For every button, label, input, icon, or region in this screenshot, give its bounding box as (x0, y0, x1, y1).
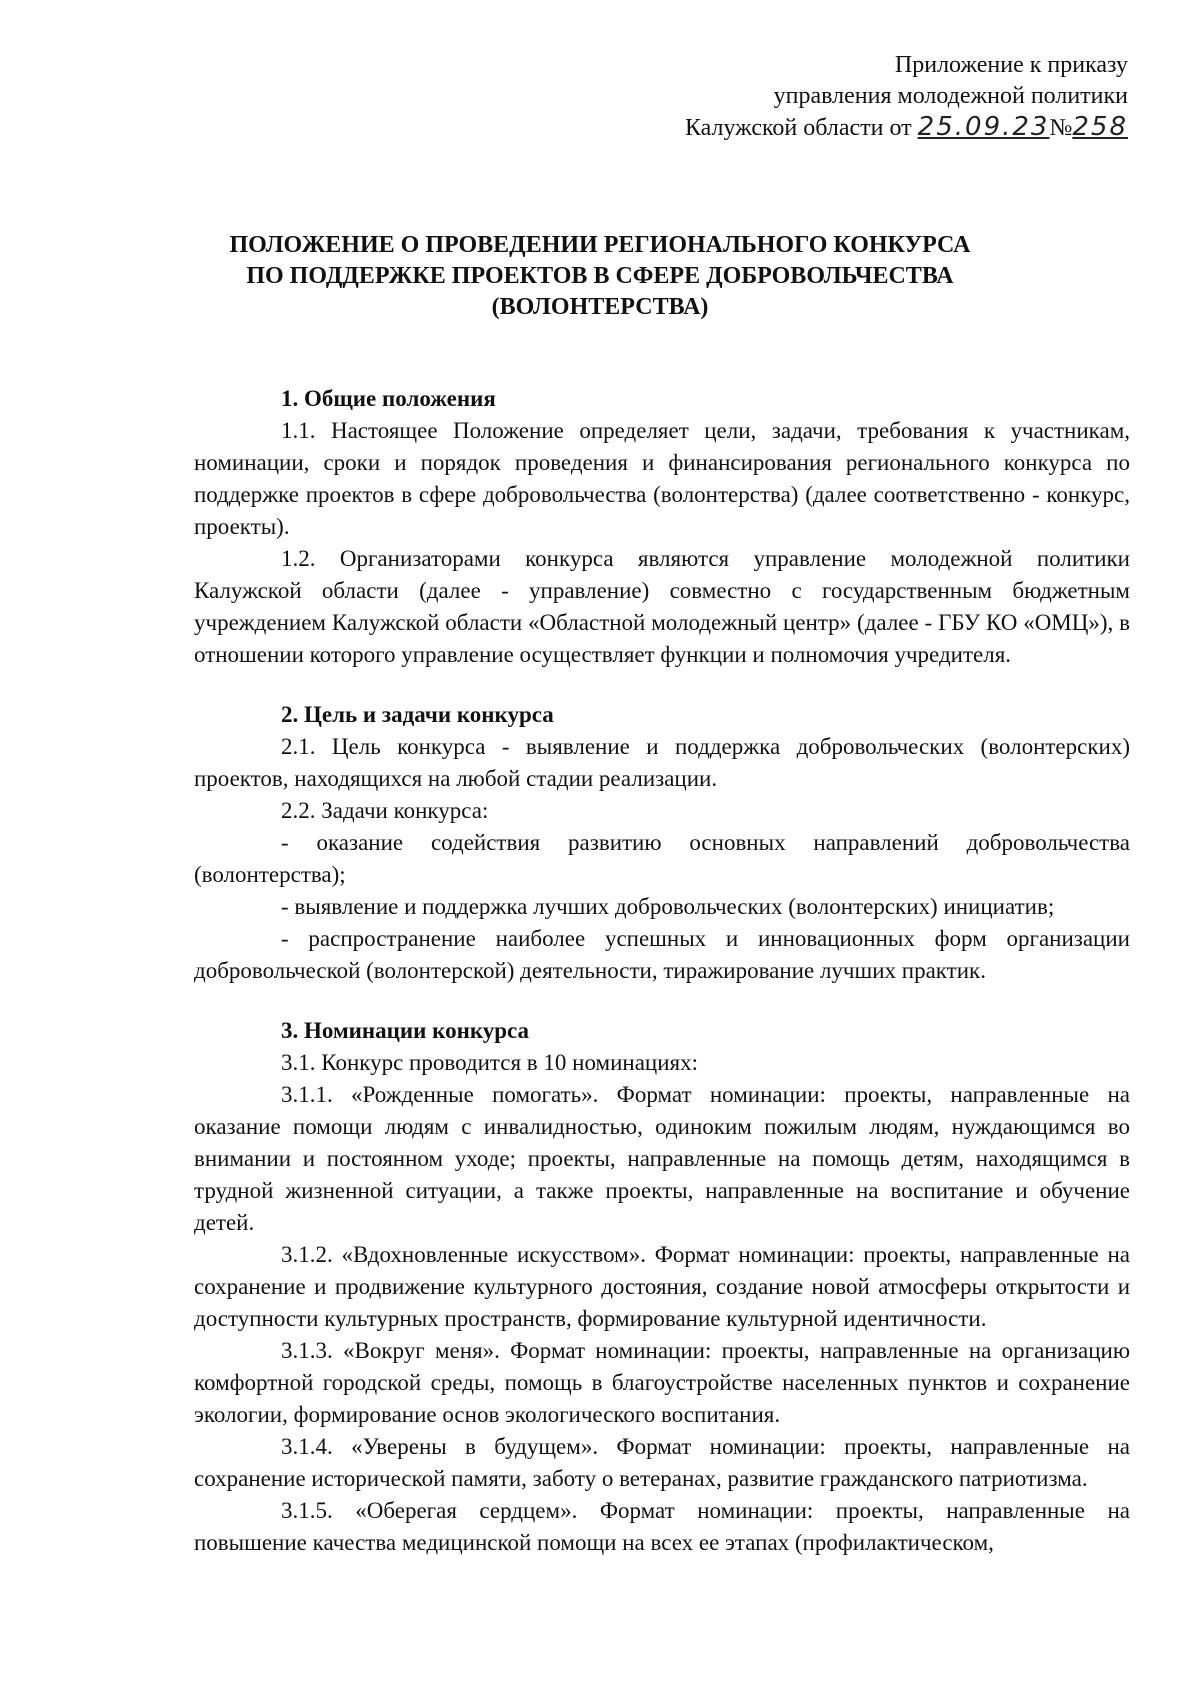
appendix-header (685, 50, 1128, 144)
header-line-3-prefix: Калужской области от (684, 115, 918, 141)
section-gap (194, 987, 1130, 1015)
header-line-1: Приложение к приказу (894, 52, 1128, 78)
task-item-2: - выявление и поддержка лучших добровольческих (волонтерских) инициатив; (281, 894, 1055, 919)
section-3-heading: 3. Номинации конкурса (281, 1018, 530, 1043)
paragraph-2-1: 2.1. Цель конкурса - выявление и поддержка добровольческих (волонтерских) проектов, находящихся на любой стадии реализации. (194, 734, 1130, 791)
title-line-1: ПОЛОЖЕНИЕ О ПРОВЕДЕНИИ РЕГИОНАЛЬНОГО КОНКУРСА (229, 232, 971, 258)
paragraph-3-1-1: 3.1.1. «Рожденные помогать». Формат номинации: проекты, направленные на оказание помощи людям с инвалидностью, одиноким пожилым людям, нуждающимся во внимании и постоянном уходе; проекты, направленные на помощь детям, находящимся в трудной жизненной ситуации, а также проекты, направленные на воспитание и обучение детей. (194, 1082, 1130, 1235)
section-gap (194, 671, 1130, 699)
header-line-2: управления молодежной политики (773, 83, 1128, 109)
section-2-heading: 2. Цель и задачи конкурса (281, 702, 554, 727)
number-sign: № (1049, 115, 1073, 141)
task-item-1: - оказание содействия развитию основных направлений добровольчества (волонтерства); (194, 830, 1130, 887)
handwritten-date: 25.09.23 (917, 112, 1050, 142)
paragraph-1-1: 1.1. Настоящее Положение определяет цели, задачи, требования к участникам, номинации, сроки и порядок проведения и финансирования регионального конкурса по поддержке проектов в сфере добровольчества (волонтерства) (далее соответственно - конкурс, проекты). (194, 418, 1130, 539)
task-item-3: - распространение наиболее успешных и инновационных форм организации добровольческой (волонтерской) деятельности, тиражирование лучших практик. (194, 926, 1130, 983)
title-line-2: ПО ПОДДЕРЖКЕ ПРОЕКТОВ В СФЕРЕ ДОБРОВОЛЬЧЕСТВА (246, 263, 954, 289)
paragraph-3-1-4: 3.1.4. «Уверены в будущем». Формат номинации: проекты, направленные на сохранение исторической памяти, заботу о ветеранах, развитие гражданского патриотизма. (194, 1434, 1130, 1491)
paragraph-2-2: 2.2. Задачи конкурса: (281, 798, 489, 823)
paragraph-3-1-5: 3.1.5. «Оберегая сердцем». Формат номинации: проекты, направленные на повышение качества медицинской помощи на всех ее этапах (профилактическом, (194, 1498, 1130, 1555)
section-1-heading: 1. Общие положения (281, 386, 496, 411)
document-body (194, 383, 1130, 1559)
paragraph-3-1-3: 3.1.3. «Вокруг меня». Формат номинации: проекты, направленные на организацию комфортной городской среды, помощь в благоустройстве населенных пунктов и сохранение экологии, формирование основ экологического воспитания. (194, 1338, 1130, 1427)
handwritten-order-number: 258 (1072, 112, 1128, 142)
header-line-3 (685, 112, 1128, 144)
paragraph-1-2: 1.2. Организаторами конкурса являются управление молодежной политики Калужской области (далее - управление) совместно с государственным бюджетным учреждением Калужской области «Областной молодежный центр» (далее - ГБУ КО «ОМЦ»), в отношении которого управление осуществляет функции и полномочия учредителя. (194, 546, 1130, 667)
document-title (0, 230, 1200, 323)
paragraph-3-1-2: 3.1.2. «Вдохновленные искусством». Формат номинации: проекты, направленные на сохранение и продвижение культурного достояния, создание новой атмосферы открытости и доступности культурных пространств, формирование культурной идентичности. (194, 1242, 1130, 1331)
paragraph-3-1: 3.1. Конкурс проводится в 10 номинациях: (281, 1050, 698, 1075)
title-line-3: (ВОЛОНТЕРСТВА) (491, 294, 709, 320)
